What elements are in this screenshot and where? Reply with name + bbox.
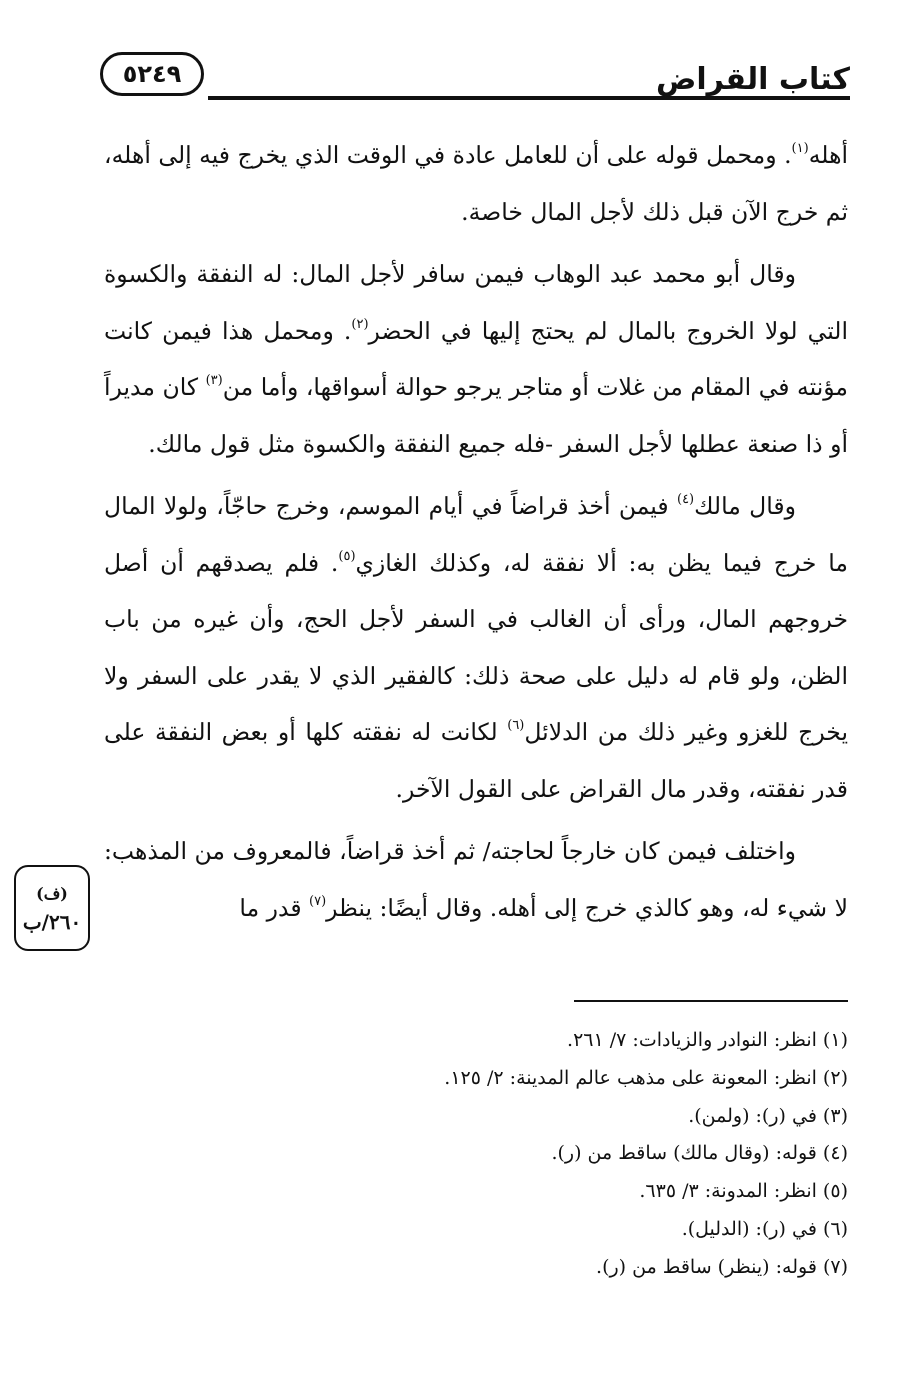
footnote-reference: (٢) bbox=[351, 316, 369, 332]
manuscript-folio-note bbox=[14, 865, 90, 951]
book-title: كتاب القراض bbox=[656, 62, 850, 97]
paragraph-text: . فلم يصدقهم أن أصل خروجهم المال، ورأى أن الغالب في السفر لأجل الحج، وأن غيره من باب الظن، ولو قام له دليل على صحة ذلك: كالفقير الذي لا يقدر على السفر ولا يخرج للغزو وغير ذلك من الدلائل bbox=[104, 548, 848, 746]
footnote-item: (٤) قوله: (وقال مالك) ساقط من (ر). bbox=[551, 1142, 848, 1165]
page-header bbox=[100, 52, 850, 108]
paragraph-text: . ومحمل قوله على أن للعامل عادة في الوقت الذي يخرج فيه إلى أهله، ثم خرج الآن قبل ذلك لأجل المال خاصة. bbox=[104, 141, 848, 226]
page-number: ٥٢٤٩ bbox=[100, 52, 204, 96]
folio-number: ٢٦٠/ب bbox=[22, 910, 82, 934]
footnote-item: (١) انظر: النوادر والزيادات: ٧/ ٢٦١. bbox=[567, 1029, 848, 1051]
footnote-reference: (١) bbox=[791, 141, 809, 156]
footnote-item: (٣) في (ر): (ولمن). bbox=[688, 1104, 848, 1127]
footnote-reference: (٧) bbox=[309, 893, 327, 909]
footnote-reference: (٣) bbox=[205, 373, 223, 388]
paragraph bbox=[104, 478, 848, 817]
footnote-separator bbox=[574, 1000, 848, 1002]
main-text bbox=[104, 127, 848, 942]
folio-source: (ف) bbox=[36, 884, 68, 903]
footnote-item: (٧) قوله: (ينظر) ساقط من (ر). bbox=[596, 1255, 848, 1278]
paragraph-text: . ومحمل هذا فيمن كانت مؤنته في المقام من غلات أو متاجر يرجو حوالة أسواقها، وأما من bbox=[104, 316, 848, 401]
paragraph-text: واختلف فيمن كان خارجاً لحاجته/ ثم أخذ قراضاً، فالمعروف من المذهب: لا شيء له، وهو كالذي خرج إلى أهله. وقال أيضًا: ينظر bbox=[104, 837, 848, 922]
footnote-reference: (٥) bbox=[338, 548, 356, 564]
paragraph-text: فيمن أخذ قراضاً في أيام الموسم، وخرج حاجّاً، ولولا المال ما خرج فيما يظن به: ألا نفقة له، وكذلك الغازي bbox=[104, 492, 849, 577]
footnote-item: (٦) في (ر): (الدليل). bbox=[681, 1217, 848, 1240]
paragraph-text: وقال أبو محمد عبد الوهاب فيمن سافر لأجل المال: له النفقة والكسوة التي لولا الخروج بالمال لم يحتج إليها في الحضر bbox=[104, 260, 848, 345]
footnotes bbox=[104, 1022, 848, 1287]
paragraph-text: كان مديراً أو ذا صنعة عطلها لأجل السفر -فله جميع النفقة والكسوة مثل قول مالك. bbox=[104, 373, 848, 458]
paragraph bbox=[104, 246, 848, 472]
footnote-item: (٢) انظر: المعونة على مذهب عالم المدينة: ٢/ ١٢٥. bbox=[444, 1066, 848, 1089]
paragraph bbox=[104, 127, 848, 240]
paragraph bbox=[104, 823, 848, 936]
footnote-reference: (٤) bbox=[676, 492, 695, 507]
paragraph-text: لكانت له نفقته كلها أو بعض النفقة على قدر نفقته، وقدر مال القراض على القول الآخر. bbox=[104, 718, 848, 803]
footnote-item: (٥) انظر: المدونة: ٣/ ٦٣٥. bbox=[639, 1180, 848, 1203]
paragraph-text: قدر ما bbox=[239, 893, 310, 922]
footnote-reference: (٦) bbox=[507, 718, 525, 733]
paragraph-text: وقال مالك bbox=[694, 492, 797, 520]
paragraph-text: أهله bbox=[808, 141, 848, 169]
